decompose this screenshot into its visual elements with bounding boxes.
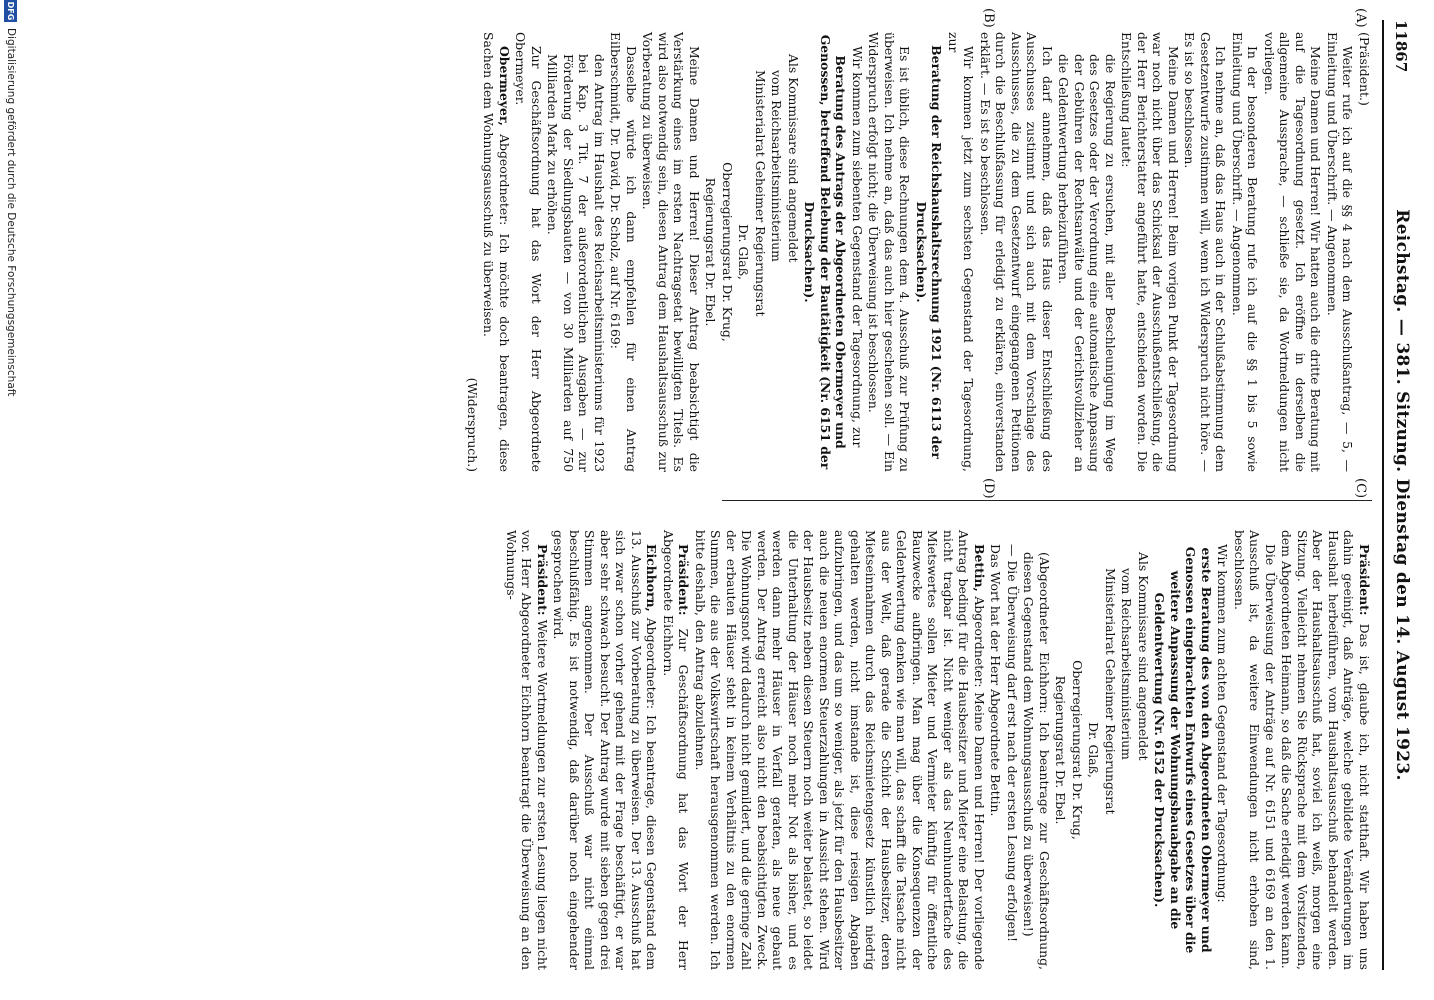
paragraph: Meine Damen und Herren! Wir hatten auch die dritte Beratung mit auf die Tagesordnung gesetzt. Ich eröffne in derselben die allgemeine Aussprache, — schließe sie, da Wortmeldungen nicht vorliegen. [1262,32,1324,472]
paragraph: Dr. Glaß, [1086,722,1102,778]
speaker-name: Präsident: [676,544,692,616]
paragraph: Oberregierungsrat Dr. Krug, [720,162,735,342]
paragraph: Ministerialrat Geheimer Regierungsrat [753,70,768,317]
paragraph: Regierungsrat Dr. Ebel. [1053,675,1069,825]
paragraph: Präsident: Das ist, glaube ich, nicht statthaft. Wir haben uns dahin geeinigt, daß Anträge, welche gebildete Veränderungen im Haushalt herbeiführen, vom Haushaltsausschuß behandelt werden. Aber der Haushaltsausschuß hat, soviel ich weiß, morgen eine Sitzung. Vielleicht nehmen Sie Rücksprache mit dem Vorsitzenden, dem Abgeordneten Heimann, so daß die Sache erledigt werden kann. [1279,530,1372,970]
paragraph: vom Reichsarbeitsministerium [1119,568,1135,760]
paragraph: Als Kommissare sind angemeldet [1136,552,1151,761]
paragraph: Wir kommen zum achten Gegenstand der Tagesordnung: [1215,544,1231,903]
paragraph: Beratung der Reichshaushaltsrechnung 1921 (Nr. 6113 der Drucksachen). [914,45,945,459]
paragraph: Ministerialrat Geheimer Regierungsrat [1103,568,1118,815]
footer [2,0,18,1000]
paragraph: den Antrag im Haushalt des Reichsarbeitsministeriums für 1923 bei Kap. 3 Tit. 7 der außerordentlichen Ausgaben — zur Förderung der Siedlungsbauten — von 30 Milliarden auf 750 Milliarden Mark zu erhöhen. [545,54,607,472]
paragraph: Präsident: Weitere Wortmeldungen zur ersten Lesung liegen nicht vor. Herr Abgeordneter Eichhorn beantragt die Überweisung an den Wohnungs- [504,530,550,970]
paragraph: Zur Geschäftsordnung hat das Wort der Herr Abgeordnete Obermeyer. [513,32,544,472]
paragraph: vom Reichsarbeitsministerium [769,70,785,262]
paragraph: Die Überweisung der Anträge auf Nr. 6151 und 6169 an den 1. Ausschuß ist, da weitere Einwendungen nicht erhoben sind, beschlossen. [1232,530,1278,970]
paragraph: In der besonderen Beratung rufe ich auf die §§ 1 bis 5 sowie Einleitung und Überschrift. — Angenommen. [1230,32,1261,472]
dfg-logo: DFG [6,1,15,21]
paragraph: Ich nehme an, daß das Haus auch in der Schlußabstimmung dem Gesetzentwurfe zustimmen will, wenn ich Widerspruch nicht höre. — Es ist so beschlossen. [1182,32,1229,472]
paragraph: Wir kommen zum siebenten Gegenstand der Tagesordnung, zur [850,46,865,448]
page-number: 11867 [1392,20,1410,73]
paragraph: (Abgeordneter Eichhorn: Ich beantrage zur Geschäftsordnung, diesen Gegenstand dem Wohnungsausschuß zu überweisen!) [1021,552,1052,970]
paragraph: Weiter rufe ich auf die §§ 4 nach dem Ausschußantrag, — 5, — Einleitung und Überschrift. — Angenommen. [1325,32,1356,472]
speaker-name: Bettin, [972,544,987,592]
margin-mark-b: (B) [981,8,996,28]
paragraph: (Widerspruch.) [465,377,480,472]
running-head [1382,20,1416,970]
margin-mark-c: (C) [1353,478,1368,499]
paragraph: Oberregierungsrat Dr. Krug, [1070,660,1085,840]
paragraph: Es ist üblich, diese Rechnungen dem 4. Ausschuß zur Prüfung zu überweisen. Ich nehme an, daß das auch hier geschehen soll. — Ein Widerspruch erfolgt nicht; die Überweisung ist beschlossen. [866,32,913,472]
paragraph: — Die Überweisung darf erst nach der ersten Lesung erfolgen! [1005,544,1020,942]
column-divider [722,500,1372,501]
paragraph: Meine Damen und Herren! Beim vorigen Punkt der Tagesordnung war noch nicht über das Schicksal der Ausschußentschließung, die der Herr Berichterstatter angeführt hatte, entschieden worden. Die Entschließung lautet: [1119,32,1181,472]
paragraph: die Regierung zu ersuchen, mit aller Beschleunigung im Wege des Gesetzes oder der Verordnung eine automatische Anpassung der Gebühren der Rechtsanwälte und der Gerichtsvollzieher an die Geldentwertung herbeizuführen. [1056,54,1118,472]
paragraph: Obermeyer, Abgeordneter: Ich möchte doch beantragen, diese Sachen dem Wohnungsausschuß zu überweisen. [481,32,512,472]
paragraph: Dr. Glaß, [736,224,752,280]
paragraph: Ich darf annehmen, daß das Haus dieser Entschließung des Ausschusses zustimmt und sich auch mit dem Vorschlage des Ausschusses, die zu dem Gesetzentwurf eingegangenen Petitionen durch die Beschlußfassung für erledigt zu erklären, einverstanden erklärt. — Es ist so beschlossen. [978,32,1055,472]
paragraph: Als Kommissare sind angemeldet [786,54,801,263]
page-header-title: Reichstag. — 381. Sitzung. Dienstag den 14. August 1923. [1392,209,1412,781]
paragraph: Eichhorn, Abgeordneter: Ich beantrage, diesen Gegenstand dem 13. Ausschuß zur Vorberatung zu überweisen. Der 13. Ausschuß hat sich zwar schon vorher gehend mit der Frage beschäftigt, er war aber sehr schwach besucht. Der Antrag wurde mit sieben gegen drei Stimmen angenommen. Der Ausschuß war nicht einmal beschlußfähig. Es ist notwendig, daß darüber noch eingehender gesprochen wird. [551,530,660,970]
left-column [464,32,1373,472]
speaker-name: Präsident: [1357,544,1372,616]
paragraph: (Präsident.) [1357,32,1372,106]
paragraph: erste Beratung des von den Abgeordneten Obermeyer und Genossen eingebrachten Entwurfs eines Gesetzes über die weitere Anpassung der Wohnungsbauabgabe an die Geldentwertung (Nr. 6152 der Drucksachen). [1152,546,1214,954]
margin-mark-a: (A) [1353,8,1368,28]
paragraph: Dasselbe würde ich dann empfehlen für einen Antrag Eilberschmidt, Dr. David, Dr. Scholz, auf Nr. 6169: [608,32,639,472]
margin-mark-d: (D) [981,478,996,499]
paragraph: Das Wort hat der Herr Abgeordnete Bettin. [988,544,1004,817]
right-column [503,530,1373,970]
paragraph: Regierungsrat Dr. Ebel. [703,177,719,327]
paragraph: Meine Damen und Herren! Dieser Antrag beabsichtigt die Verstärkung eines im ersten Nachtragsetat bewilligten Titels. Es wird also notwendig sein, diesen Antrag dem Haushaltsausschuß zur Vorberatung zu überweisen. [640,32,702,472]
paragraph: Präsident: Zur Geschäftsordnung hat das Wort der Herr Abgeordnete Eichhorn. [661,530,692,970]
speaker-name: Obermeyer, [497,46,512,126]
speaker-name: Präsident: [535,544,550,616]
paragraph: Beratung des Antrags der Abgeordneten Obermeyer und Genossen, betreffend Belebung der Bautätigkeit (Nr. 6151 der Drucksachen). [802,34,849,470]
footer-text: Digitalisierung gefördert durch die Deutsche Forschungsgemeinschaft [5,28,17,397]
paragraph: Bettin, Abgeordneter: Meine Damen und Herren! Der vorliegende Antrag bedingt für die Hausbesitzer und Mieter eine Belastung, die nicht tragbar ist. Nicht weniger als das Neunhundertfache des Mietswertes sollen Mieter und Vermieter künftig für öffentliche Bauzwecke aufbringen. Man mag über die Konsequenzen der Geldentwertung denken wie man will, das schafft die Tatsache nicht aus der Welt, daß gerade die Schicht der Hausbesitzer, deren Mietseinnahmen durch das Reichsmietengesetz künstlich niedrig gehalten werden, nicht imstande ist, diese riesigen Abgaben aufzubringen, und das um so weniger, als jetzt für den Hausbesitzer auch die neuen enormen Steuerzahlungen in Aussicht stehen. Wird der Hausbesitz neben diesen Steuern noch weiter belastet, so leidet die Unterhaltung der Häuser noch mehr Not als bisher, und es werden dann mehr Häuser in Verfall geraten, als neue gebaut werden. Der Antrag erreicht also nicht den beabsichtigten Zweck. Die Wohnungsnot wird dadurch nicht gemildert, und die geringe Zahl der erbauten Häuser steht in keinem Verhältnis zu den enormen Summen, die aus der Volkswirtschaft herausgenommen werden. Ich bitte deshalb, den Antrag abzulehnen. [693,530,987,970]
speaker-name: Eichhorn, [644,544,660,612]
paragraph: Wir kommen jetzt zum sechsten Gegenstand der Tagesordnung, zur [946,32,977,472]
